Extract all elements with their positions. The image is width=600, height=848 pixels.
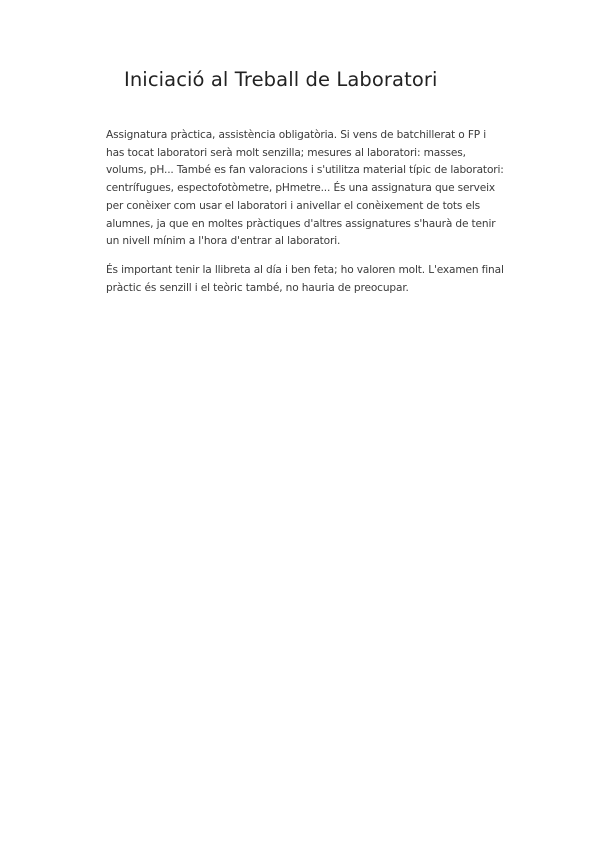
- paragraph-advice: [106, 262, 504, 297]
- document-title: Iniciació al Treball de Laboratori: [124, 68, 438, 91]
- paragraph-description: [106, 127, 504, 251]
- text-line: has tocat laboratori serà molt senzilla; mesures al laboratori: masses,: [106, 146, 466, 159]
- text-line: centrífugues, espectofotòmetre, pHmetre... És una assignatura que serveix: [106, 182, 496, 195]
- text-line: pràctic és senzill i el teòric també, no hauria de preocupar.: [106, 281, 409, 294]
- text-line: un nivell mínim a l'hora d'entrar al laboratori.: [106, 235, 341, 248]
- text-line: Assignatura pràctica, assistència obligatòria. Si vens de batchillerat o FP i: [106, 129, 487, 141]
- text-line: És important tenir la llibreta al día i ben feta; ho valoren molt. L'examen final: [106, 264, 504, 276]
- text-line: per conèixer com usar el laboratori i anivellar el conèixement de tots els: [106, 199, 481, 212]
- text-line: alumnes, ja que en moltes pràctiques d'altres assignatures s'haurà de tenir: [106, 217, 496, 230]
- text-line: volums, pH... També es fan valoracions i s'utilitza material típic de laboratori:: [106, 164, 504, 177]
